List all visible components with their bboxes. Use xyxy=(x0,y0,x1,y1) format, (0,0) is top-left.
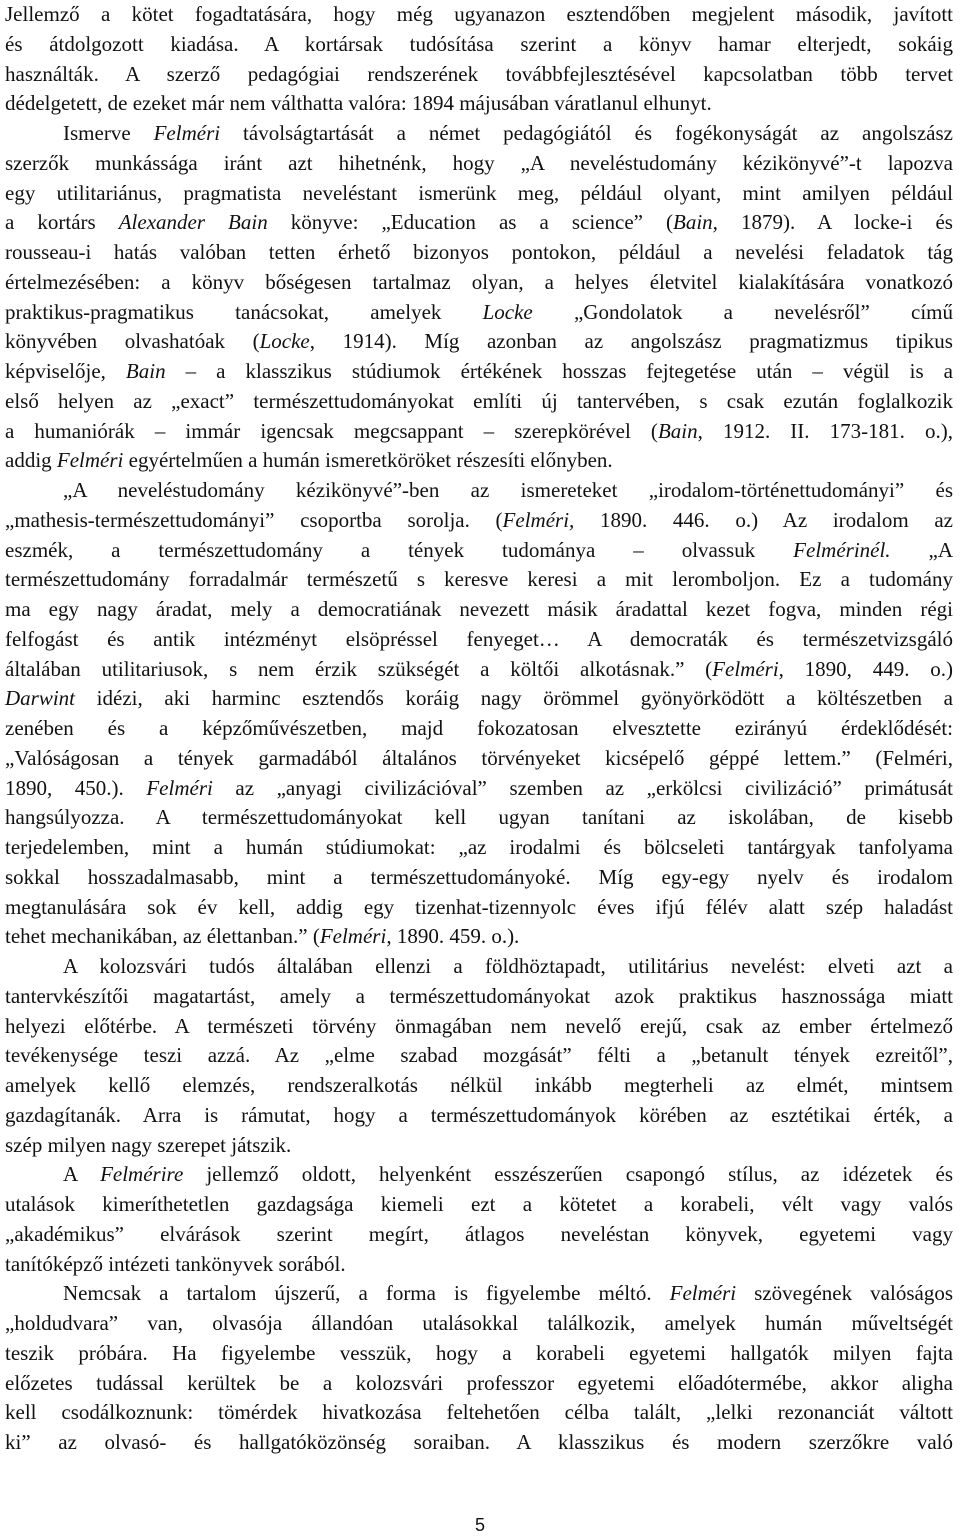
text-run: „mathesis-természettudományi” csoportba sorolja. ( xyxy=(5,507,503,532)
text-run: idézi, aki harminc esztendős koráig nagy örömmel gyönyörködött a költészetben a xyxy=(75,686,953,711)
text-line xyxy=(5,476,953,506)
text-run: könyvében olvashatóak ( xyxy=(5,329,260,354)
text-run: szerzők munkássága iránt azt hihetnénk, hogy „A neveléstudomány kézikönyvé”-t lapozva xyxy=(5,150,953,175)
text-line xyxy=(5,714,953,744)
text-line xyxy=(5,833,953,863)
text-run: szövegének valóságos xyxy=(736,1281,953,1306)
text-run: „akadémikus” elvárások szerint megírt, átlagos neveléstan könyvek, egyetemi vagy xyxy=(5,1221,953,1246)
text-run: teszik próbára. Ha figyelembe vesszük, hogy a korabeli egyetemi hallgatók milyen fajta xyxy=(5,1340,953,1365)
text-run: általában utilitariusok, s nem érzik szükségét a költői alkotásnak.” ( xyxy=(5,656,713,681)
text-line xyxy=(5,982,953,1012)
text-line xyxy=(5,1131,953,1161)
text-run: , 1890. 459. o.). xyxy=(386,924,520,949)
text-line xyxy=(5,1190,953,1220)
text-line xyxy=(5,208,953,238)
text-run: rousseau-i hatás valóban tetten érhető bizonyos pontokon, például a nevelési feladatok tág xyxy=(5,240,953,264)
text-run: természettudomány forradalmár természetű s keresve keresi a mit leromboljon. Ez a tudomány xyxy=(5,567,953,592)
text-run: tevékenysége teszi azzá. Az „elme szabad mozgását” félti a „betanult tények ezreitől”, xyxy=(5,1043,953,1068)
text-run: A xyxy=(63,1162,101,1187)
text-run: , 1912. II. 173-181. o.), xyxy=(697,418,953,443)
text-run: ki” az olvasó- és hallgatóközönség soraiban. A klasszikus és modern szerzőkre való xyxy=(5,1430,953,1454)
text-run: kell csodálkoznunk: tömérdek hivatkozása feltehetően célba talált, „lelki rezonanciát váltott xyxy=(5,1400,953,1425)
text-run: , 1890, 449. o.) xyxy=(778,656,953,681)
italic-text-run: Bain, xyxy=(673,210,718,235)
text-line xyxy=(5,89,953,119)
text-run: dédelgetett, de ezeket már nem válthatta valóra: 1894 májusában váratlanul elhunyt. xyxy=(5,91,712,116)
text-run: ma egy nagy áradat, mely a democratiának nevezett másik áradattal kezet fogva, minden régi xyxy=(5,597,953,621)
text-run: értelmezésében: a könyv bőségesen tartalmaz olyan, a helyes életvitel kialakítására vonatkozó xyxy=(5,269,953,294)
text-line xyxy=(5,1160,953,1190)
text-line xyxy=(5,655,953,685)
text-run: A kolozsvári tudós általában ellenzi a földhöztapadt, utilitárius nevelést: elveti azt a xyxy=(63,954,953,978)
text-run: addig xyxy=(5,448,57,473)
italic-text-run: Felméri, xyxy=(502,507,575,532)
text-run: Nemcsak a tartalom újszerű, a forma is figyelembe méltó. xyxy=(63,1281,670,1306)
text-line xyxy=(5,1398,953,1428)
text-line xyxy=(5,1012,953,1042)
text-run: sokkal hosszadalmasabb, mint a természettudományoké. Míg egy-egy nyelv és irodalom xyxy=(5,864,953,889)
text-run: amelyek kellő elemzés, rendszeralkotás nélkül inkább megterheli az elmét, mintsem xyxy=(5,1073,953,1097)
text-line xyxy=(5,417,953,447)
text-run: egy utilitariánus, pragmatista neveléstant ismerünk meg, például olyant, mint amilyen például xyxy=(5,180,953,205)
page-number: 5 xyxy=(474,1515,485,1535)
text-run: „Gondolatok a nevelésről” című xyxy=(532,299,954,324)
text-line xyxy=(5,357,953,387)
text-line xyxy=(5,0,953,30)
italic-text-run: Locke xyxy=(482,299,533,324)
text-run: jellemző oldott, helyenként esszészerűen csapongó stílus, az idézetek és xyxy=(183,1162,953,1187)
text-run: zenében és a képzőművészetben, majd fokozatosan elvesztette ezirányú érdeklődését: xyxy=(5,716,953,740)
text-run: a humaniórák – immár igencsak megcsappant – szerepkörével ( xyxy=(5,418,658,443)
text-line xyxy=(5,1220,953,1250)
text-line xyxy=(5,268,953,298)
text-run: szép milyen nagy szerepet játszik. xyxy=(5,1132,292,1157)
text-run: terjedelemben, mint a humán stúdiumokat: „az irodalmi és bölcseleti tantárgyak tanfolyama xyxy=(5,835,953,859)
text-line xyxy=(5,506,953,536)
text-run: , 1914). Míg azonban az angolszász pragmatizmus tipikus xyxy=(309,329,953,354)
text-line xyxy=(5,565,953,595)
text-line xyxy=(5,119,953,149)
text-run: eszmék, a természettudomány a tények tudománya – olvassuk xyxy=(5,537,794,562)
text-run: tantervkészítői magatartást, amely a természettudományokat azok praktikus hasznossága miatt xyxy=(5,983,953,1008)
text-line xyxy=(5,1250,953,1280)
text-line xyxy=(5,298,953,328)
text-run: gazdagítanák. Arra is rámutat, hogy a természettudományok körében az esztétikai érték, a xyxy=(5,1102,953,1127)
text-run: 1890, 450.). xyxy=(5,775,147,800)
text-run: 1879). A locke-i és xyxy=(717,210,953,235)
italic-text-run: Bain xyxy=(657,418,698,443)
text-line xyxy=(5,446,953,476)
italic-text-run: Bain xyxy=(125,359,166,383)
text-run: előzetes tudással kerültek be a kolozsvári professzor egyetemi előadótermébe, akkor aligha xyxy=(5,1370,953,1395)
text-run: megtanulására sok év kell, addig egy tizenhat-tizennyolc éves ifjú félév alatt szép haladást xyxy=(5,894,953,919)
text-run: távolságtartását a német pedagógiától és fogékonyságát az angolszász xyxy=(220,121,953,145)
text-line xyxy=(5,536,953,566)
text-run: Jellemző a kötet fogadtatására, hogy még ugyanazon esztendőben megjelent második, javított xyxy=(5,2,953,26)
text-line xyxy=(5,149,953,179)
italic-text-run: Felméri xyxy=(56,448,124,473)
text-run: első helyen az „exact” természettudományokat említi új tantervében, s csak ezután foglalkozik xyxy=(5,388,953,413)
italic-text-run: Darwint xyxy=(5,686,76,711)
text-run: egyértelműen a humán ismeretköröket részesíti előnyben. xyxy=(123,448,613,473)
italic-text-run: Locke xyxy=(259,329,310,354)
text-run: tehet mechanikában, az élettanban.” ( xyxy=(5,924,320,949)
text-line xyxy=(5,238,953,268)
text-run: helyezi előtérbe. A természeti törvény önmagában nem nevelő erejű, csak az ember értelmező xyxy=(5,1013,953,1038)
text-run: az „anyagi civilizációval” szemben az „erkölcsi civilizáció” primátusát xyxy=(212,775,953,800)
text-run: „holdudvara” van, olvasója állandóan utalásokkal találkozik, amelyek humán műveltségét xyxy=(5,1311,953,1335)
text-run: használták. A szerző pedagógiai rendszerének továbbfejlesztésével kapcsolatban több tervet xyxy=(5,61,953,86)
text-line xyxy=(5,1428,953,1458)
text-run: könyve: „Education as a science” ( xyxy=(267,210,673,235)
text-line xyxy=(5,1339,953,1369)
italic-text-run: Felméri xyxy=(669,1281,737,1306)
text-line xyxy=(5,387,953,417)
text-line xyxy=(5,803,953,833)
text-line xyxy=(5,595,953,625)
italic-text-run: Alexander Bain xyxy=(118,210,268,235)
text-line xyxy=(5,952,953,982)
text-line xyxy=(5,1369,953,1399)
text-line xyxy=(5,60,953,90)
text-run: „A neveléstudomány kézikönyvé”-ben az ismereteket „irodalom-történettudományi” és xyxy=(63,478,953,502)
text-line xyxy=(5,625,953,655)
italic-text-run: Felméri xyxy=(319,924,387,949)
italic-text-run: Felméri xyxy=(712,656,779,681)
text-line xyxy=(5,1279,953,1309)
italic-text-run: Felméri xyxy=(153,121,221,145)
text-run: és átdolgozott kiadása. A kortársak tudósítása szerint a könyv hamar elterjedt, sokáig xyxy=(5,31,953,56)
text-line xyxy=(5,1101,953,1131)
text-line xyxy=(5,1041,953,1071)
italic-text-run: Felméri xyxy=(146,775,213,800)
text-run: „A xyxy=(890,537,953,562)
text-run: praktikus-pragmatikus tanácsokat, amelyek xyxy=(5,299,483,324)
text-run: „Valóságosan a tények garmadából általános törvényeket kicsépelő géppé lettem.” (Felméri, xyxy=(5,745,953,770)
text-line xyxy=(5,179,953,209)
text-run: a kortárs xyxy=(5,210,119,235)
text-line xyxy=(5,684,953,714)
text-line xyxy=(5,744,953,774)
text-run: képviselője, xyxy=(5,359,126,383)
text-line xyxy=(5,1071,953,1101)
text-line xyxy=(5,774,953,804)
text-run: hangsúlyozza. A természettudományokat kell ugyan tanítani az iskolában, de kisebb xyxy=(5,805,953,830)
text-run: felfogást és antik intézményt elsöpréssel fenyeget… A democraták és természetvizsgáló xyxy=(5,626,953,651)
text-line xyxy=(5,922,953,952)
text-run: – a klasszikus stúdiumok értékének hosszas fejtegetése után – végül is a xyxy=(165,359,953,383)
text-run: Ismerve xyxy=(63,121,154,145)
text-run: utalások kimeríthetetlen gazdagsága kiemeli ezt a kötetet a korabeli, vélt vagy valós xyxy=(5,1192,953,1216)
text-run: 1890. 446. o.) Az irodalom az xyxy=(574,507,953,532)
italic-text-run: Felmérinél. xyxy=(793,537,891,562)
text-line xyxy=(5,30,953,60)
text-run: tanítóképző intézeti tankönyvek sorából. xyxy=(5,1251,346,1276)
text-line xyxy=(5,327,953,357)
text-line xyxy=(5,863,953,893)
text-line xyxy=(5,893,953,923)
text-line xyxy=(5,1309,953,1339)
italic-text-run: Felmérire xyxy=(100,1162,184,1187)
